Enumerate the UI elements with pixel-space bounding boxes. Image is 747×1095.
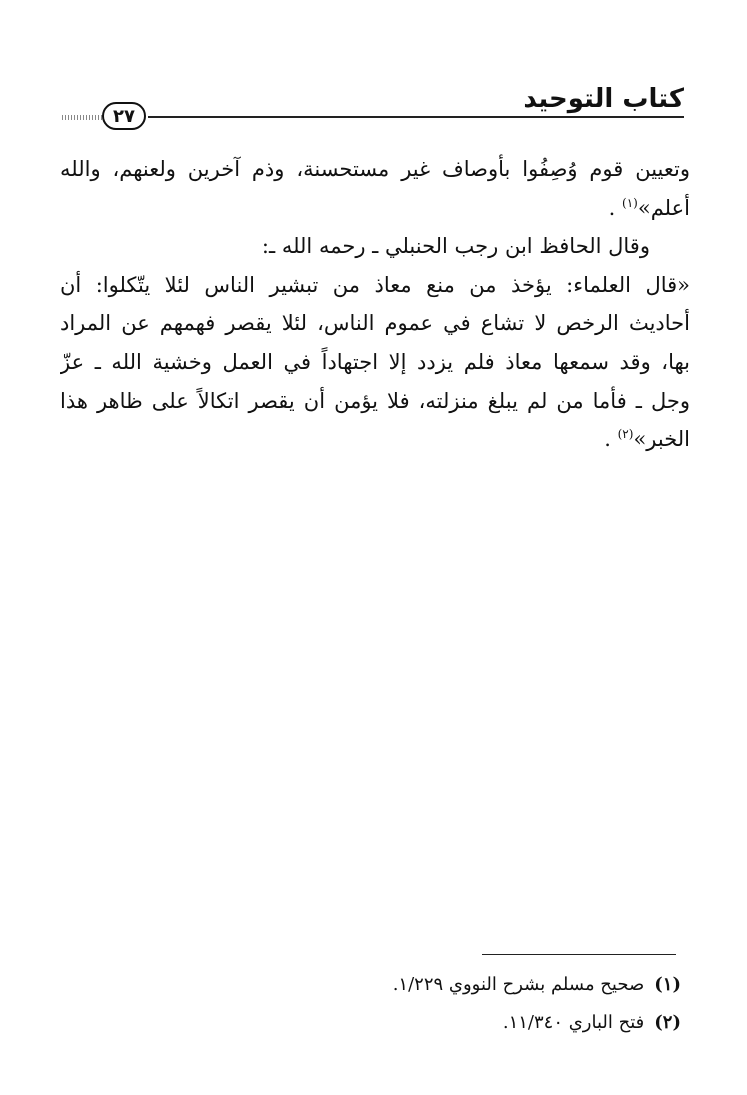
- page-number: ٢٧: [113, 105, 135, 127]
- footnote: [181, 966, 681, 1004]
- footnote-separator: [482, 954, 676, 955]
- footnote-ref: (٢): [617, 427, 634, 442]
- footnote-ref: (١): [622, 195, 638, 210]
- text-line: [60, 420, 690, 459]
- footnote: [181, 1004, 681, 1042]
- page-body: [60, 150, 690, 459]
- page-number-badge: [102, 102, 146, 130]
- footnote-text: فتح الباري ١١/٣٤٠.: [502, 1012, 645, 1033]
- text-line: «قال العلماء: يؤخذ من منع معاذ من تبشير الناس لئلا يتّكلوا: أن: [60, 272, 690, 297]
- header-rule: [148, 116, 684, 118]
- book-title: كتاب التوحيد: [523, 84, 684, 114]
- period: .: [608, 195, 616, 220]
- footnote-number: (٢): [654, 1012, 681, 1033]
- footnote-text: صحيح مسلم بشرح النووي ١/٢٢٩.: [392, 974, 645, 995]
- period: .: [604, 427, 611, 452]
- text-line-content: أعلم»: [637, 195, 690, 220]
- text-line: [60, 189, 690, 228]
- page-header: [62, 78, 684, 134]
- text-line-content: الخبر»: [633, 427, 690, 452]
- text-line: أحاديث الرخص لا تشاع في عموم الناس، لئلا يقصر فهمهم عن المراد: [60, 311, 690, 336]
- footnotes: [181, 966, 681, 1042]
- text-line: وجل ـ فأما من لم يبلغ منزلته، فلا يؤمن أن يقصر اتكالاً على ظاهر هذا: [60, 388, 690, 413]
- text-line: وتعيين قوم وُصِفُوا بأوصاف غير مستحسنة، وذم آخرين ولعنهم، والله: [60, 157, 690, 181]
- text-line: وقال الحافظ ابن رجب الحنبلي ـ رحمه الله ـ:: [261, 234, 650, 259]
- header-ornament: [62, 115, 102, 120]
- footnote-number: (١): [654, 974, 681, 995]
- text-line: بها، وقد سمعها معاذ فلم يزدد إلا اجتهاداً في العمل وخشية الله ـ عزّ: [60, 349, 690, 374]
